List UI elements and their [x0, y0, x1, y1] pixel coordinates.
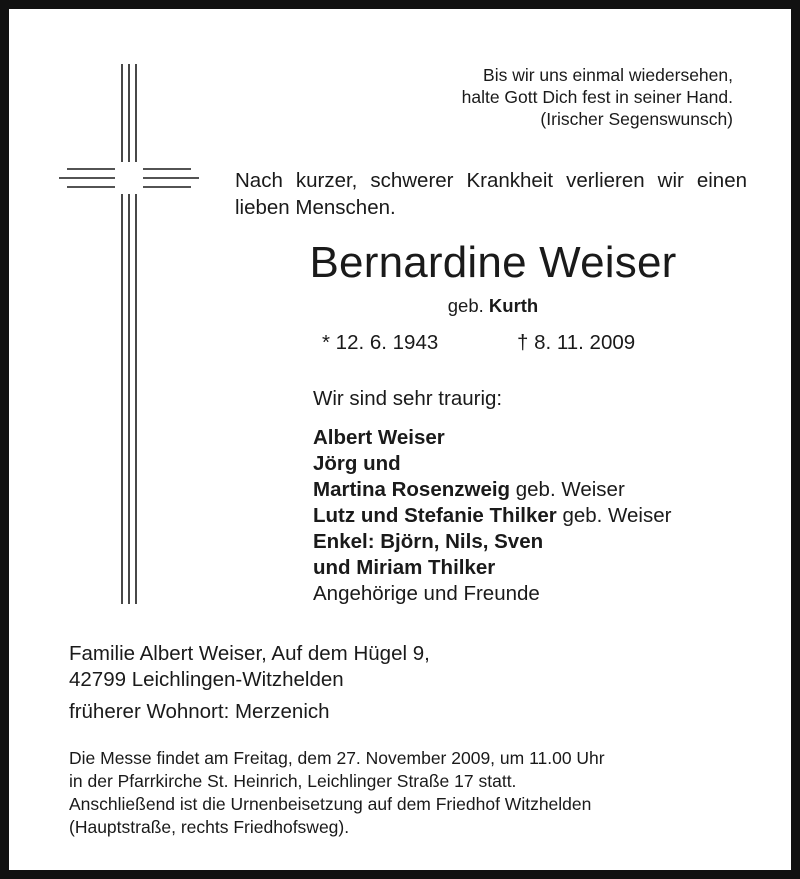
mourner-name: Martina Rosenzweig [313, 478, 511, 501]
address-line: Familie Albert Weiser, Auf dem Hügel 9, [69, 642, 430, 665]
quote-line: halte Gott Dich fest in seiner Hand. [461, 87, 733, 107]
birth-prefix: geb. [447, 295, 484, 316]
intro-text: Nach kurzer, schwerer Krankheit verlieren wir einen lieben Menschen. [235, 169, 747, 219]
death-date: † 8. 11. 2009 [517, 331, 636, 354]
mourner-name: Lutz und Stefanie Thilker [313, 504, 557, 527]
mourner-line [313, 555, 671, 581]
mourner-note: geb. Weiser [510, 478, 625, 501]
deceased-name: Bernardine Weiser [309, 238, 677, 287]
mourner-line [313, 581, 671, 607]
christian-cross-icon [59, 64, 199, 604]
mourner-line [313, 451, 671, 477]
birth-name [9, 294, 800, 318]
birth-date: * 12. 6. 1943 [322, 331, 439, 354]
service-info [69, 747, 605, 839]
mourner-note: geb. Weiser [556, 504, 672, 527]
service-line: Anschließend ist die Urnenbeisetzung auf dem Friedhof Witzhelden [69, 794, 592, 814]
family-address [69, 641, 430, 693]
mourner-line [313, 529, 671, 555]
service-line: (Hauptstraße, rechts Friedhofsweg). [69, 817, 350, 837]
mourner-line [313, 477, 671, 503]
mourner-name: Albert Weiser [313, 426, 445, 449]
maiden-name: Kurth [488, 295, 539, 316]
service-line: Die Messe findet am Freitag, dem 27. November 2009, um 11.00 Uhr [69, 748, 605, 768]
mourner-line [313, 425, 671, 451]
quote-source: (Irischer Segenswunsch) [540, 109, 733, 129]
mourner-name: Jörg und [313, 452, 401, 475]
mourners-intro: Wir sind sehr traurig: [313, 387, 503, 410]
former-residence: früherer Wohnort: Merzenich [69, 700, 330, 723]
mourner-line [313, 503, 671, 529]
quote-line: Bis wir uns einmal wiedersehen, [483, 65, 733, 85]
address-line: 42799 Leichlingen-Witzhelden [69, 668, 344, 691]
mourners-list [313, 425, 671, 607]
mourner-name: Enkel: Björn, Nils, Sven [313, 530, 544, 553]
mourner-note: Angehörige und Freunde [313, 582, 540, 605]
mourner-name: und Miriam Thilker [313, 556, 496, 579]
quote-block [462, 64, 733, 130]
service-line: in der Pfarrkirche St. Heinrich, Leichlinger Straße 17 statt. [69, 771, 517, 791]
